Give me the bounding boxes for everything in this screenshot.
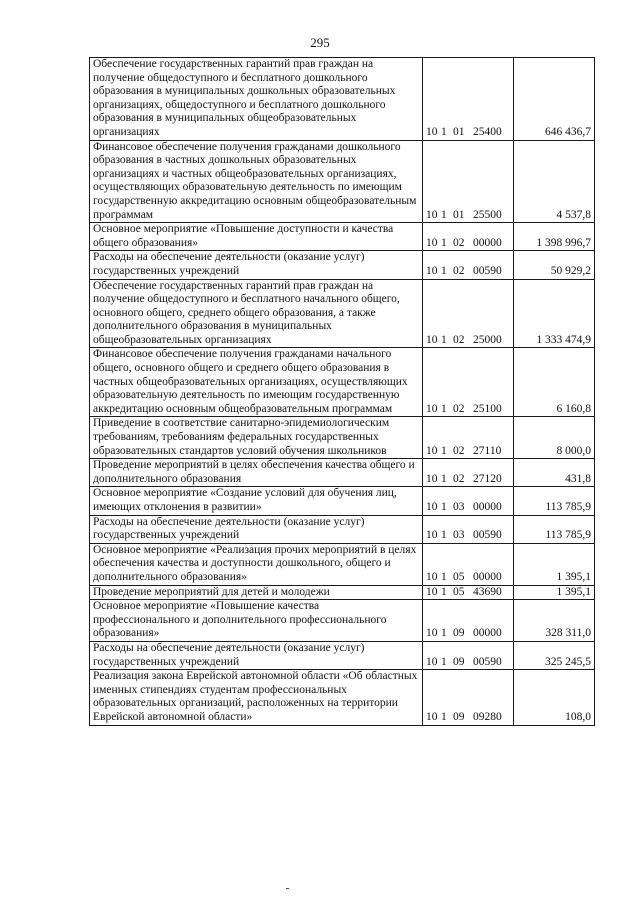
page-number: 295 (310, 35, 330, 50)
code-section: 10 (426, 472, 438, 485)
amount-cell: 108,0 (514, 670, 595, 725)
expense-name-cell: Основное мероприятие «Создание условий для обучения лиц, имеющих отклонения в развитии» (90, 487, 423, 515)
code-subprogram: 1 (441, 472, 447, 485)
amount-cell: 1 333 474,9 (514, 279, 595, 348)
table-row (90, 459, 595, 487)
code-section: 10 (426, 125, 438, 138)
code-section: 10 (426, 570, 438, 583)
code-activity: 02 (453, 402, 465, 415)
table-row (90, 487, 595, 515)
code-activity: 02 (453, 236, 465, 249)
classification-code-cell (423, 670, 514, 725)
classification-code-cell (423, 279, 514, 348)
code-subprogram: 1 (441, 444, 447, 457)
code-activity: 02 (453, 333, 465, 346)
code-activity: 09 (453, 710, 465, 723)
amount-cell: 1 395,1 (514, 585, 595, 600)
code-activity: 09 (453, 655, 465, 668)
budget-table-body (90, 58, 595, 726)
code-subprogram: 1 (441, 236, 447, 249)
code-subprogram: 1 (441, 570, 447, 583)
expense-name-cell: Обеспечение государственных гарантий прав граждан на получение общедоступного и бесплатного дошкольного образования в муниципальных дошкольных образовательных организациях, общедоступного и бесплатного дошкольного образования в муниципальных общеобразовательных организациях (90, 58, 423, 141)
code-activity: 05 (453, 585, 465, 598)
code-section: 10 (426, 529, 438, 542)
code-direction: 00000 (473, 570, 502, 583)
classification-code-cell (423, 600, 514, 642)
code-direction: 00000 (473, 236, 502, 249)
classification-code-cell (423, 459, 514, 487)
code-direction: 00000 (473, 627, 502, 640)
expense-name-cell: Обеспечение государственных гарантий прав граждан на получение общедоступного и бесплатного начального общего, основного общего, среднего общего образования, а также дополнительного образования в муниципальных общеобразовательных организациях (90, 279, 423, 348)
code-subprogram: 1 (441, 208, 447, 221)
code-direction: 25400 (473, 125, 502, 138)
amount-cell: 113 785,9 (514, 515, 595, 543)
classification-code-cell (423, 223, 514, 251)
code-activity: 02 (453, 444, 465, 457)
table-row (90, 543, 595, 585)
classification-code-cell (423, 58, 514, 141)
code-activity: 09 (453, 627, 465, 640)
amount-cell: 325 245,5 (514, 641, 595, 669)
table-row (90, 140, 595, 223)
code-subprogram: 1 (441, 264, 447, 277)
expense-name-cell: Основное мероприятие «Повышение качества профессионального и дополнительного профессионального образования» (90, 600, 423, 642)
table-row (90, 641, 595, 669)
budget-table (89, 57, 595, 726)
expense-name-cell: Финансовое обеспечение получения гражданами дошкольного образования в частных дошкольных образовательных организациях и частных общеобразовательных организациях, осуществляющих образовательную деятельность по имеющим государственную аккредитацию основным общеобразовательным программам (90, 140, 423, 223)
classification-code-cell (423, 543, 514, 585)
table-row (90, 223, 595, 251)
code-activity: 05 (453, 570, 465, 583)
expense-name-cell: Основное мероприятие «Повышение доступности и качества общего образования» (90, 223, 423, 251)
table-row (90, 585, 595, 600)
code-section: 10 (426, 655, 438, 668)
code-direction: 00590 (473, 655, 502, 668)
table-row (90, 251, 595, 279)
code-activity: 02 (453, 472, 465, 485)
code-section: 10 (426, 236, 438, 249)
amount-cell: 4 537,8 (514, 140, 595, 223)
amount-cell: 8 000,0 (514, 417, 595, 459)
table-row (90, 515, 595, 543)
expense-name-cell: Проведение мероприятий в целях обеспечения качества общего и дополнительного образования (90, 459, 423, 487)
code-activity: 01 (453, 125, 465, 138)
code-direction: 00590 (473, 264, 502, 277)
code-subprogram: 1 (441, 627, 447, 640)
classification-code-cell (423, 417, 514, 459)
amount-cell: 113 785,9 (514, 487, 595, 515)
expense-name-cell: Приведение в соответствие санитарно-эпидемиологическим требованиям, требованиям федеральных государственных образовательных стандартов условий обучения школьников (90, 417, 423, 459)
code-section: 10 (426, 208, 438, 221)
code-subprogram: 1 (441, 529, 447, 542)
classification-code-cell (423, 515, 514, 543)
code-direction: 25000 (473, 333, 502, 346)
code-subprogram: 1 (441, 710, 447, 723)
amount-cell: 431,8 (514, 459, 595, 487)
code-section: 10 (426, 402, 438, 415)
code-activity: 03 (453, 501, 465, 513)
code-section: 10 (426, 710, 438, 723)
expense-name-cell: Расходы на обеспечение деятельности (оказание услуг) государственных учреждений (90, 641, 423, 669)
code-section: 10 (426, 444, 438, 457)
code-direction: 25100 (473, 402, 502, 415)
amount-cell: 1 398 996,7 (514, 223, 595, 251)
code-direction: 25500 (473, 208, 502, 221)
classification-code-cell (423, 348, 514, 417)
code-subprogram: 1 (441, 402, 447, 415)
code-section: 10 (426, 333, 438, 346)
classification-code-cell (423, 251, 514, 279)
code-section: 10 (426, 264, 438, 277)
code-direction: 09280 (473, 710, 502, 723)
code-subprogram: 1 (441, 585, 447, 598)
code-direction: 43690 (473, 585, 502, 598)
amount-cell: 328 311,0 (514, 600, 595, 642)
classification-code-cell (423, 487, 514, 515)
table-row (90, 417, 595, 459)
code-direction: 00000 (473, 501, 502, 513)
code-section: 10 (426, 585, 438, 598)
table-row (90, 348, 595, 417)
expense-name-cell: Проведение мероприятий для детей и молодежи (90, 585, 423, 600)
code-subprogram: 1 (441, 125, 447, 138)
code-section: 10 (426, 501, 438, 513)
code-activity: 03 (453, 529, 465, 542)
footer-mark (286, 888, 289, 889)
classification-code-cell (423, 585, 514, 600)
code-section: 10 (426, 627, 438, 640)
code-activity: 01 (453, 208, 465, 221)
expense-name-cell: Реализация закона Еврейской автономной области «Об областных именных стипендиях студентам профессиональных образовательных организаций, расположенных на территории Еврейской автономной области» (90, 670, 423, 725)
amount-cell: 646 436,7 (514, 58, 595, 141)
amount-cell: 6 160,8 (514, 348, 595, 417)
table-row (90, 279, 595, 348)
table-row (90, 670, 595, 725)
amount-cell: 1 395,1 (514, 543, 595, 585)
expense-name-cell: Финансовое обеспечение получения гражданами начального общего, основного общего и среднего общего образования в частных общеобразовательных организациях, осуществляющих образовательную деятельность по имеющим государственную аккредитацию основным общеобразовательным программам (90, 348, 423, 417)
expense-name-cell: Расходы на обеспечение деятельности (оказание услуг) государственных учреждений (90, 251, 423, 279)
code-direction: 27120 (473, 472, 502, 485)
code-subprogram: 1 (441, 333, 447, 346)
table-row (90, 58, 595, 141)
code-activity: 02 (453, 264, 465, 277)
expense-name-cell: Расходы на обеспечение деятельности (оказание услуг) государственных учреждений (90, 515, 423, 543)
classification-code-cell (423, 140, 514, 223)
amount-cell: 50 929,2 (514, 251, 595, 279)
classification-code-cell (423, 641, 514, 669)
code-subprogram: 1 (441, 655, 447, 668)
code-subprogram: 1 (441, 501, 447, 513)
code-direction: 00590 (473, 529, 502, 542)
code-direction: 27110 (473, 444, 502, 457)
expense-name-cell: Основное мероприятие «Реализация прочих мероприятий в целях обеспечения качества и доступности дошкольного, общего и дополнительного образования» (90, 543, 423, 585)
table-row (90, 600, 595, 642)
